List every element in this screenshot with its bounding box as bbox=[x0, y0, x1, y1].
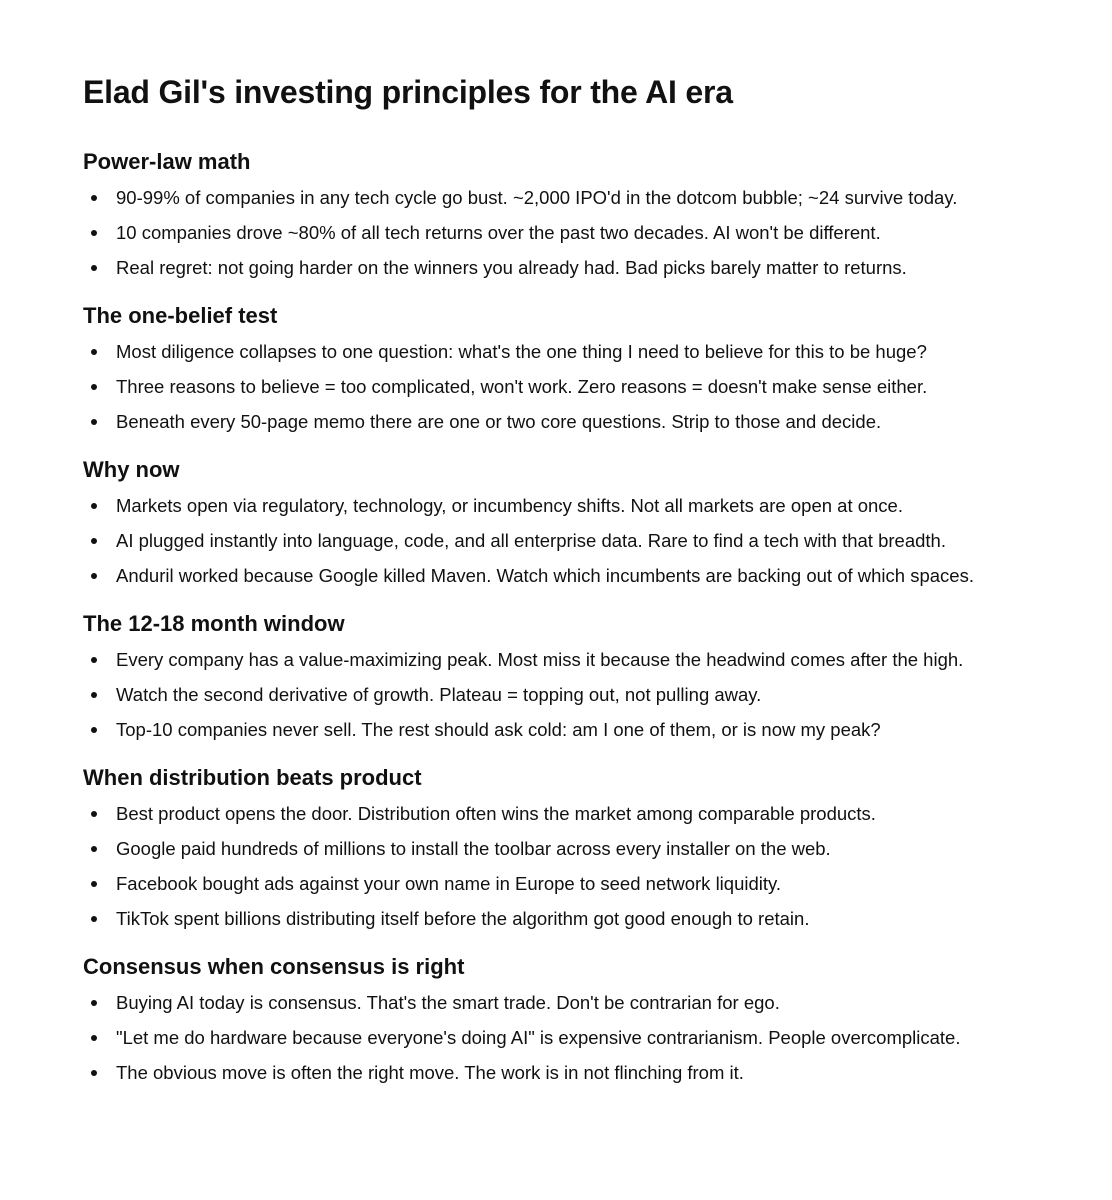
list-item bbox=[83, 871, 1112, 906]
bullet-text: Markets open via regulatory, technology, or incumbency shifts. Not all markets are open at once. bbox=[116, 495, 903, 516]
list-item bbox=[83, 220, 1112, 255]
bullet-icon bbox=[91, 195, 97, 201]
bullet-list bbox=[83, 493, 1112, 598]
bullet-icon bbox=[91, 811, 97, 817]
bullet-icon bbox=[91, 1035, 97, 1041]
bullet-icon bbox=[91, 230, 97, 236]
bullet-text: "Let me do hardware because everyone's doing AI" is expensive contrarianism. People overcomplicate. bbox=[116, 1027, 961, 1048]
list-item bbox=[83, 990, 1112, 1025]
bullet-list bbox=[83, 185, 1112, 290]
list-item bbox=[83, 255, 1112, 290]
section bbox=[83, 763, 1112, 952]
bullet-icon bbox=[91, 727, 97, 733]
section-heading: Consensus when consensus is right bbox=[83, 954, 465, 979]
bullet-text: Google paid hundreds of millions to install the toolbar across every installer on the web. bbox=[116, 838, 831, 859]
bullet-text: AI plugged instantly into language, code, and all enterprise data. Rare to find a tech with that breadth. bbox=[116, 530, 946, 551]
list-item bbox=[83, 647, 1112, 682]
bullet-icon bbox=[91, 846, 97, 852]
bullet-icon bbox=[91, 538, 97, 544]
section bbox=[83, 952, 1112, 1106]
bullet-icon bbox=[91, 384, 97, 390]
bullet-icon bbox=[91, 503, 97, 509]
bullet-list bbox=[83, 801, 1112, 941]
list-item bbox=[83, 563, 1112, 598]
bullet-icon bbox=[91, 916, 97, 922]
section-heading: Power-law math bbox=[83, 149, 251, 174]
section bbox=[83, 609, 1112, 763]
section-heading: When distribution beats product bbox=[83, 765, 422, 790]
bullet-icon bbox=[91, 1000, 97, 1006]
bullet-text: Top-10 companies never sell. The rest should ask cold: am I one of them, or is now my peak? bbox=[116, 719, 881, 740]
section-heading: The one-belief test bbox=[83, 303, 278, 328]
page-title: Elad Gil's investing principles for the AI era bbox=[83, 74, 733, 110]
bullet-icon bbox=[91, 349, 97, 355]
bullet-text: Every company has a value-maximizing peak. Most miss it because the headwind comes after the high. bbox=[116, 649, 964, 670]
bullet-text: Three reasons to believe = too complicated, won't work. Zero reasons = doesn't make sense either. bbox=[116, 376, 928, 397]
section bbox=[83, 455, 1112, 609]
bullet-list bbox=[83, 647, 1112, 752]
bullet-text: 10 companies drove ~80% of all tech returns over the past two decades. AI won't be different. bbox=[116, 222, 881, 243]
list-item bbox=[83, 409, 1112, 444]
bullet-text: Buying AI today is consensus. That's the smart trade. Don't be contrarian for ego. bbox=[116, 992, 780, 1013]
section bbox=[83, 301, 1112, 455]
bullet-text: 90-99% of companies in any tech cycle go bust. ~2,000 IPO'd in the dotcom bubble; ~24 survive today. bbox=[116, 187, 958, 208]
list-item bbox=[83, 801, 1112, 836]
bullet-icon bbox=[91, 419, 97, 425]
bullet-text: Watch the second derivative of growth. Plateau = topping out, not pulling away. bbox=[116, 684, 762, 705]
bullet-text: Beneath every 50-page memo there are one or two core questions. Strip to those and decide. bbox=[116, 411, 882, 432]
list-item bbox=[83, 339, 1112, 374]
bullet-text: Best product opens the door. Distribution often wins the market among comparable products. bbox=[116, 803, 876, 824]
bullet-text: Anduril worked because Google killed Maven. Watch which incumbents are backing out of which spaces. bbox=[116, 565, 974, 586]
bullet-icon bbox=[91, 573, 97, 579]
bullet-list bbox=[83, 990, 1112, 1095]
bullet-icon bbox=[91, 265, 97, 271]
bullet-text: Most diligence collapses to one question: what's the one thing I need to believe for this to be huge? bbox=[116, 341, 927, 362]
bullet-icon bbox=[91, 692, 97, 698]
section-heading: Why now bbox=[83, 457, 180, 482]
list-item bbox=[83, 682, 1112, 717]
list-item bbox=[83, 906, 1112, 941]
list-item bbox=[83, 1060, 1112, 1095]
bullet-text: Facebook bought ads against your own name in Europe to seed network liquidity. bbox=[116, 873, 782, 894]
bullet-icon bbox=[91, 1070, 97, 1076]
bullet-icon bbox=[91, 881, 97, 887]
list-item bbox=[83, 836, 1112, 871]
bullet-text: The obvious move is often the right move. The work is in not flinching from it. bbox=[116, 1062, 744, 1083]
sections-container bbox=[83, 147, 1112, 1106]
list-item bbox=[83, 1025, 1112, 1060]
bullet-icon bbox=[91, 657, 97, 663]
list-item bbox=[83, 717, 1112, 752]
section bbox=[83, 147, 1112, 301]
list-item bbox=[83, 185, 1112, 220]
list-item bbox=[83, 493, 1112, 528]
list-item bbox=[83, 374, 1112, 409]
list-item bbox=[83, 528, 1112, 563]
bullet-list bbox=[83, 339, 1112, 444]
bullet-text: Real regret: not going harder on the winners you already had. Bad picks barely matter to returns. bbox=[116, 257, 907, 278]
section-heading: The 12-18 month window bbox=[83, 611, 345, 636]
bullet-text: TikTok spent billions distributing itself before the algorithm got good enough to retain. bbox=[116, 908, 810, 929]
